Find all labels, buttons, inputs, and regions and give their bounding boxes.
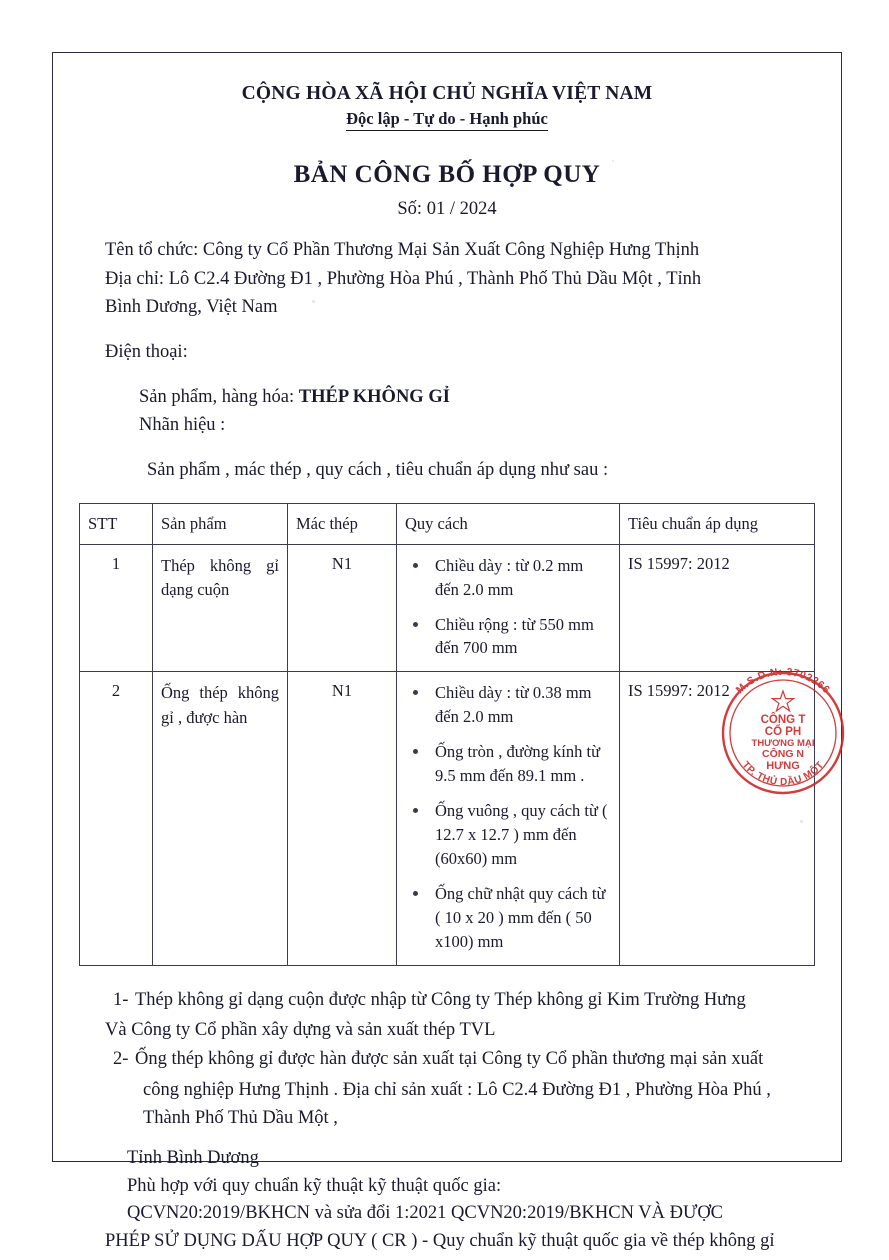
list-item: Chiều dày : từ 0.38 mm đến 2.0 mm (405, 681, 611, 729)
table-header-mac-thep: Mác thép (288, 503, 397, 544)
document-body (53, 53, 841, 1252)
seal-line-1: CÔNG T (760, 714, 806, 726)
scan-speckle (800, 820, 803, 823)
seal-line-4: CÔNG N (762, 748, 804, 760)
specification-table (79, 503, 815, 966)
product-line (105, 383, 815, 412)
list-item: Ống tròn , đường kính từ 9.5 mm đến 89.1 mm . (405, 740, 611, 788)
cell-mac-thep: N1 (288, 672, 397, 965)
org-name-value: Công ty Cổ Phần Thương Mại Sản Xuất Công Nghiệp Hưng Thịnh (202, 240, 700, 260)
org-name-line (105, 236, 815, 265)
note-line: Thép không gỉ dạng cuộn được nhập từ Công ty Thép không gỉ Kim Trường Hưng (135, 989, 746, 1010)
table-header-tieu-chuan: Tiêu chuẩn áp dụng (620, 503, 815, 544)
document-header (79, 83, 815, 220)
org-address-label: Địa chỉ: (105, 268, 169, 289)
cell-mac-thep: N1 (288, 544, 397, 672)
product-label: Sản phẩm, hàng hóa: (139, 386, 299, 407)
closing-conformity-line-2: PHÉP SỬ DỤNG DẤU HỢP QUY ( CR ) - Quy chuẩn kỹ thuật quốc gia về thép không gỉ (105, 1231, 775, 1252)
closing-conformity-line-1: QCVN20:2019/BKHCN và sửa đổi 1:2021 QCVN20:2019/BKHCN VÀ ĐƯỢC (127, 1203, 724, 1224)
quy-cach-list (405, 554, 611, 661)
table-header-stt: STT (80, 503, 153, 544)
seal-line-5: HƯNG (766, 760, 800, 772)
quy-cach-list (405, 681, 611, 953)
document-page (52, 52, 842, 1252)
note-text (135, 1045, 815, 1074)
national-title: CỘNG HÒA XÃ HỘI CHỦ NGHĨA VIỆT NAM (241, 83, 653, 104)
table-header-row (80, 503, 815, 544)
table-row (80, 544, 815, 672)
org-phone-label: Điện thoại: (105, 342, 188, 363)
table-intro: Sản phẩm , mác thép , quy cách , tiêu chuẩn áp dụng như sau : (147, 460, 609, 481)
product-value: THÉP KHÔNG GỈ (298, 386, 450, 407)
org-address-value-1: Lô C2.4 Đường Đ1 , Phường Hòa Phú , Thành Phố Thủ Dầu Một , Tỉnh (168, 268, 702, 289)
list-item: Ống chữ nhật quy cách từ ( 10 x 20 ) mm đến ( 50 x100) mm (405, 882, 611, 954)
cell-tieu-chuan: IS 15997: 2012 (620, 544, 815, 672)
table-head (80, 503, 815, 544)
note-item-2 (105, 1045, 815, 1074)
national-motto: Độc lập - Tự do - Hạnh phúc (346, 109, 548, 131)
notes-block (79, 986, 815, 1133)
note-number: 1- (113, 989, 129, 1010)
closing-province: Tỉnh Bình Dương (127, 1147, 259, 1168)
scan-speckle (312, 300, 315, 303)
cell-quy-cach (397, 544, 620, 672)
phone-block (79, 338, 815, 367)
cell-stt: 1 (80, 544, 153, 672)
organization-block (79, 236, 815, 322)
page-title: BẢN CÔNG BỐ HỢP QUY (293, 161, 601, 188)
closing-conformity-intro: Phù hợp với quy chuẩn kỹ thuật kỹ thuật quốc gia: (127, 1175, 502, 1196)
note-line: công nghiệp Hưng Thịnh . Địa chỉ sản xuất : Lô C2.4 Đường Đ1 , Phường Hòa Phú , (143, 1079, 771, 1100)
note-line: Ống thép không gỉ được hàn được sản xuất tại Công ty Cổ phần thương mại sản xuất (135, 1048, 764, 1069)
list-item: Chiều dày : từ 0.2 mm đến 2.0 mm (405, 554, 611, 602)
table-intro-block (79, 456, 815, 485)
list-item: Chiều rộng : từ 550 mm đến 700 mm (405, 613, 611, 661)
note-line: Và Công ty Cổ phần xây dựng và sản xuất thép TVL (105, 1020, 496, 1041)
document-number: Số: 01 / 2024 (397, 199, 497, 219)
note-continuation-2 (105, 1076, 815, 1133)
note-item-1 (105, 986, 815, 1015)
note-number: 2- (113, 1048, 129, 1069)
note-text (135, 986, 815, 1015)
table-header-san-pham: Sản phẩm (153, 503, 288, 544)
closing-block (79, 1145, 815, 1256)
cell-quy-cach (397, 672, 620, 965)
scan-speckle (612, 160, 614, 162)
brand-label: Nhãn hiệu : (139, 415, 226, 436)
table-header-quy-cach: Quy cách (397, 503, 620, 544)
note-continuation-1 (105, 1016, 815, 1045)
seal-line-2: CỔ PH (764, 726, 802, 738)
cell-tieu-chuan: IS 15997: 2012 (620, 672, 815, 965)
org-address-line-1 (105, 265, 815, 294)
note-line: Thành Phố Thủ Dầu Một , (143, 1108, 338, 1129)
org-address-line-2: Bình Dương, Việt Nam (105, 297, 278, 318)
cell-san-pham: Ống thép không gỉ , được hàn (153, 672, 288, 965)
org-name-label: Tên tổ chức: (105, 240, 203, 260)
table-body (80, 544, 815, 965)
seal-arc-bottom: TP. THỦ DẦU MỘT (739, 759, 827, 789)
table-row (80, 672, 815, 965)
seal-arc-top: M.S.D.N: 3702266 (733, 665, 833, 697)
list-item: Ống vuông , quy cách từ ( 12.7 x 12.7 ) mm đến (60x60) mm (405, 799, 611, 871)
product-block (79, 383, 815, 440)
seal-line-3: THƯƠNG MẠI (751, 738, 815, 749)
cell-stt: 2 (80, 672, 153, 965)
cell-san-pham: Thép không gỉ dạng cuộn (153, 544, 288, 672)
